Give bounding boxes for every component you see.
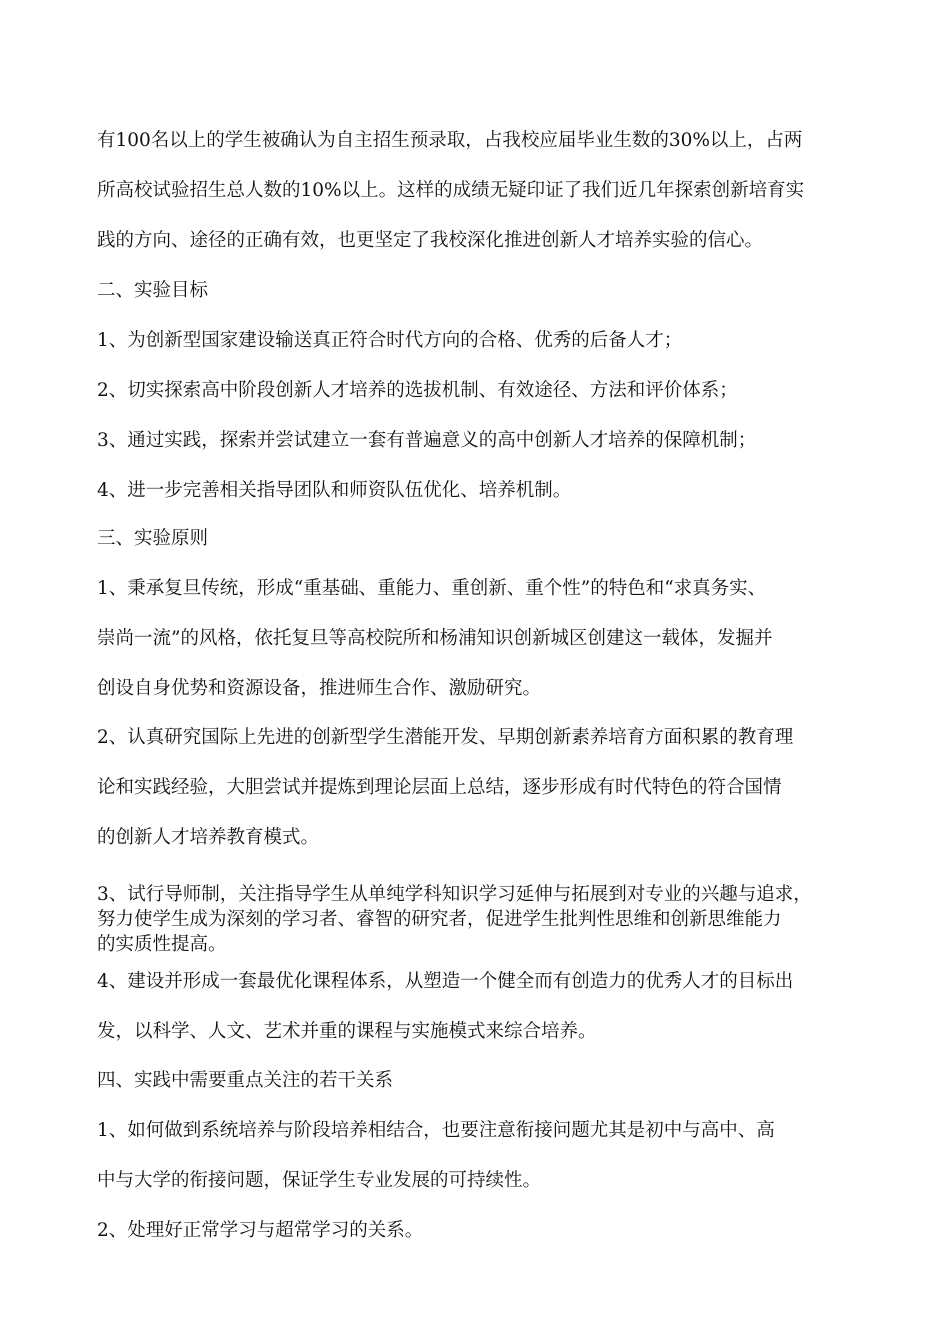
text-line: 3、试行导师制，关注指导学生从单纯学科知识学习延伸与拓展到对专业的兴趣与追求，: [97, 884, 812, 905]
text-line: 有100名以上的学生被确认为自主招生预录取，占我校应届毕业生数的30%以上，占两: [97, 130, 803, 151]
text-line: 创设自身优势和资源设备，推进师生合作、激励研究。: [97, 678, 542, 699]
intro-paragraph: [97, 116, 867, 266]
text-line: 践的方向、途径的正确有效，也更坚定了我校深化推进创新人才培养实验的信心。: [97, 230, 764, 251]
text-line: 努力使学生成为深刻的学习者、睿智的研究者，促进学生批判性思维和创新思维能力: [97, 909, 782, 930]
section-heading-principles: 三、实验原则: [97, 528, 209, 549]
text-line: 2、认真研究国际上先进的创新型学生潜能开发、早期创新素养培育方面积累的教育理: [97, 727, 794, 748]
relations-paragraph-1: [97, 1106, 867, 1206]
text-line: 崇尚一流”的风格，依托复旦等高校院所和杨浦知识创新城区创建这一载体，发掘并: [97, 628, 773, 649]
principle-paragraph-1: [97, 564, 867, 714]
list-item: 3、通过实践，探索并尝试建立一套有普遍意义的高中创新人才培养的保障机制；: [97, 430, 757, 451]
text-line: 的创新人才培养教育模式。: [97, 827, 320, 848]
text-line: 中与大学的衔接问题，保证学生专业发展的可持续性。: [97, 1170, 542, 1191]
relations-paragraph-2: [97, 1206, 867, 1256]
text-line: 所高校试验招生总人数的10%以上。这样的成绩无疑印证了我们近几年探索创新培育实: [97, 180, 805, 201]
list-item: 2、切实探索高中阶段创新人才培养的选拔机制、有效途径、方法和评价体系；: [97, 380, 738, 401]
text-line: 1、如何做到系统培养与阶段培养相结合，也要注意衔接问题尤其是初中与高中、高: [97, 1120, 775, 1141]
section-heading-relations: 四、实践中需要重点关注的若干关系: [97, 1070, 394, 1091]
text-line: 发，以科学、人文、艺术并重的课程与实施模式来综合培养。: [97, 1021, 597, 1042]
text-line: 1、秉承复旦传统，形成“重基础、重能力、重创新、重个性”的特色和“求真务实、: [97, 578, 767, 599]
goals-list: [97, 316, 867, 516]
section-heading-goals: 二、实验目标: [97, 280, 209, 301]
principle-paragraph-2: [97, 713, 867, 863]
text-line: 的实质性提高。: [97, 934, 227, 955]
text-line: 4、建设并形成一套最优化课程体系，从塑造一个健全而有创造力的优秀人才的目标出: [97, 971, 794, 992]
text-line: 2、处理好正常学习与超常学习的关系。: [97, 1220, 424, 1241]
principle-paragraph-4: [97, 957, 867, 1057]
list-item: 1、为创新型国家建设输送真正符合时代方向的合格、优秀的后备人才；: [97, 330, 683, 351]
list-item: 4、进一步完善相关指导团队和师资队伍优化、培养机制。: [97, 480, 572, 501]
principle-paragraph-3: [97, 882, 867, 957]
text-line: 论和实践经验，大胆尝试并提炼到理论层面上总结，逐步形成有时代特色的符合国情: [97, 777, 782, 798]
